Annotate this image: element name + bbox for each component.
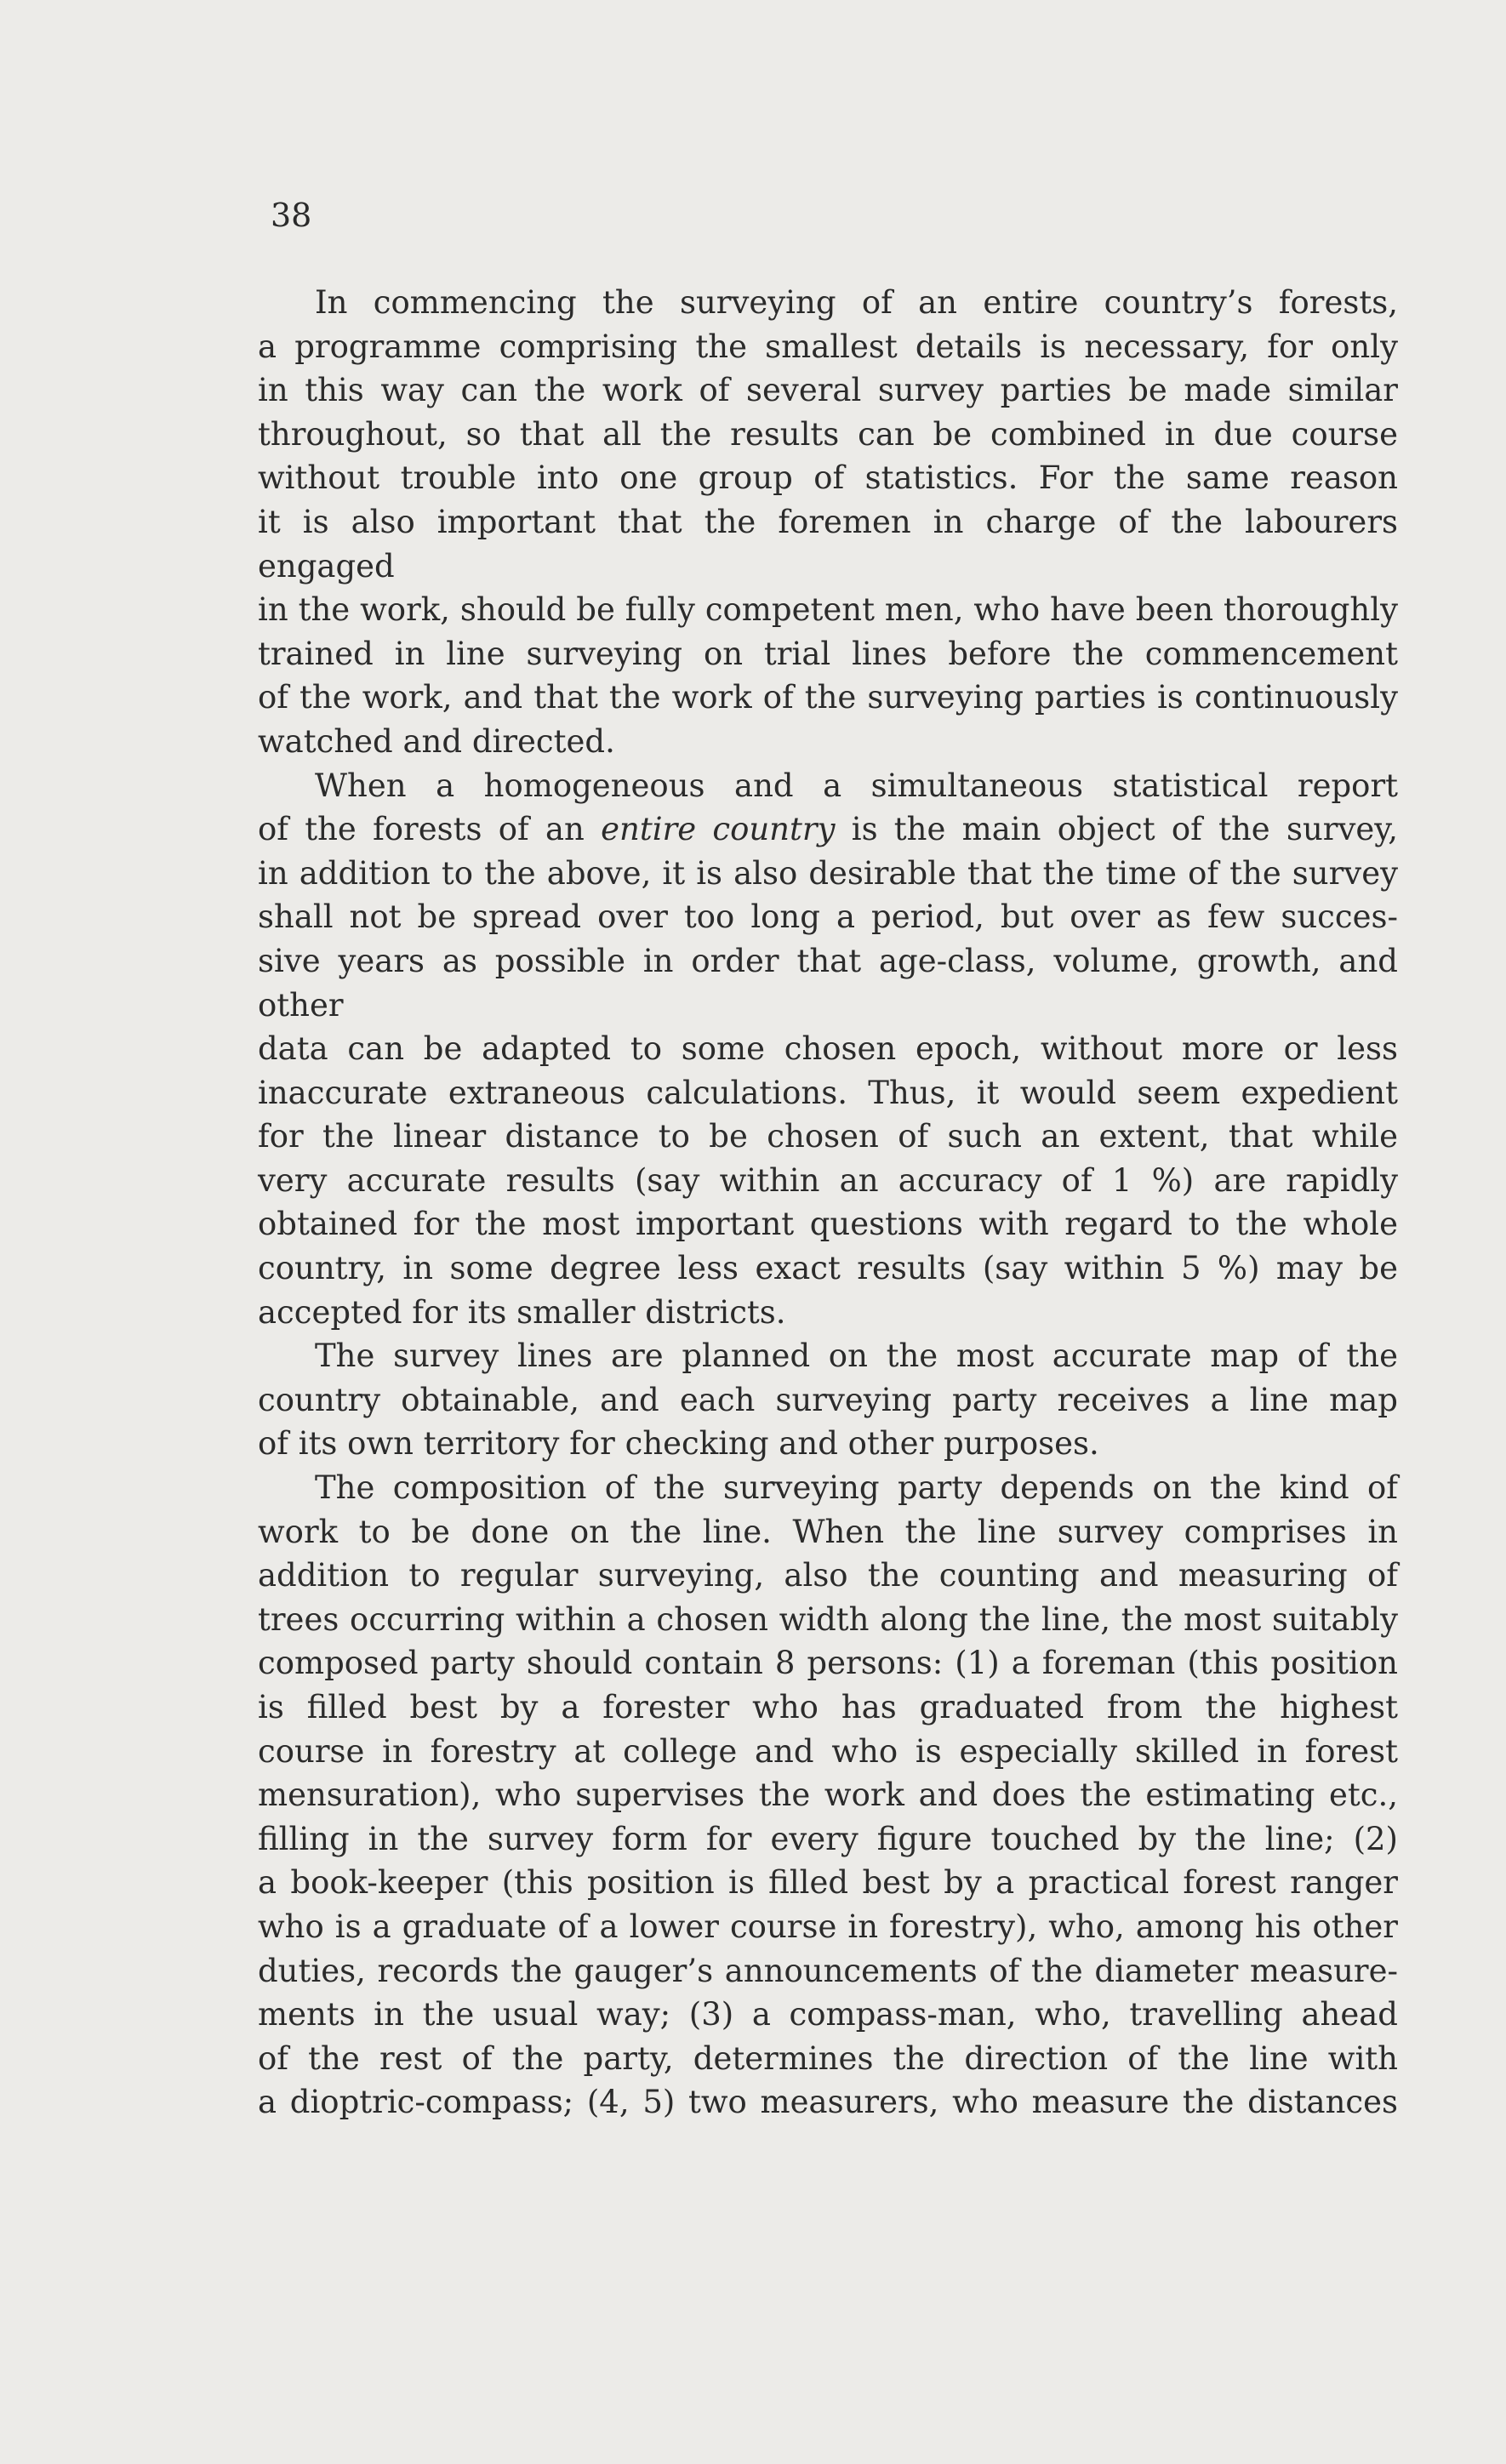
text-line: in addition to the above, it is also desirable that the time of the survey [258,854,1398,892]
text-line: in the work, should be fully competent men, who have been thoroughly [258,591,1398,629]
text-line: a programme comprising the smallest details is necessary, for only [258,328,1398,365]
text-line: addition to regular surveying, also the counting and measuring of [258,1557,1398,1594]
text-line: trees occurring within a chosen width along the line, the most suitably [258,1600,1398,1638]
page-number: 38 [271,197,312,234]
text-line: mensuration), who supervises the work and does the estimating etc., [258,1777,1398,1814]
text-line: When a homogeneous and a simultaneous statistical report [315,767,1398,804]
text-line: throughout, so that all the results can be combined in due course [258,415,1398,453]
text-line: accepted for its smaller districts. [258,1293,786,1331]
text-line: filling in the survey form for every figure touched by the line; (2) [258,1820,1398,1857]
text-line: country obtainable, and each surveying party receives a line map [258,1381,1398,1418]
text-line: data can be adapted to some chosen epoch, without more or less [258,1030,1398,1068]
text-line: of the forests of an entire country is the main object of the survey, [258,811,1399,848]
text-line: who is a graduate of a lower course in forestry), who, among his other [258,1908,1398,1945]
text-line: work to be done on the line. When the line survey comprises in [258,1513,1398,1550]
text-line: ments in the usual way; (3) a compass-man, who, travelling ahead [258,1996,1398,2033]
text-line: sive years as possible in order that age-class, volume, growth, and other [258,942,1398,1024]
paragraph [258,281,1398,764]
text-line: duties, records the gauger’s announcements of the diameter measure- [258,1952,1398,1989]
text-line: The survey lines are planned on the most accurate map of the [315,1338,1398,1375]
text-line: shall not be spread over too long a period, but over as few succes- [258,898,1398,936]
text-line: it is also important that the foremen in charge of the labourers engaged [258,503,1398,585]
text-line: in this way can the work of several survey parties be made similar [258,372,1398,409]
text-line: inaccurate extraneous calculations. Thus, it would seem expedient [258,1074,1398,1111]
text-line: obtained for the most important questions with regard to the whole [258,1206,1398,1243]
paragraph [258,1466,1398,2125]
text-line: of the work, and that the work of the surveying parties is continuously [258,679,1398,716]
text-line: country, in some degree less exact results (say within 5 %) may be [258,1250,1398,1287]
text-line: watched and directed. [258,722,615,760]
paragraph [258,764,1398,1335]
text-line: a dioptric-compass; (4, 5) two measurers, who measure the distances [258,2084,1398,2121]
text-line: In commencing the surveying of an entire country’s forests, [315,284,1398,321]
text-line: course in forestry at college and who is especially skilled in forest [258,1732,1398,1770]
text-line: of its own territory for checking and other purposes. [258,1425,1099,1463]
text-line: without trouble into one group of statistics. For the same reason [258,459,1398,497]
text-line: very accurate results (say within an accuracy of 1 %) are rapidly [258,1161,1398,1199]
text-line: composed party should contain 8 persons: (1) a foreman (this position [258,1645,1398,1682]
text-line: of the rest of the party, determines the direction of the line with [258,2039,1398,2077]
text-line: is filled best by a forester who has graduated from the highest [258,1689,1398,1725]
text-line: a book-keeper (this position is filled best by a practical forest ranger [258,1864,1398,1902]
body-text [258,281,1398,2125]
text-line: trained in line surveying on trial lines before the commencement [258,635,1398,672]
text-line: for the linear distance to be chosen of such an extent, that while [258,1118,1398,1155]
text-line: The composition of the surveying party depends on the kind of [315,1469,1398,1507]
paragraph [258,1334,1398,1466]
